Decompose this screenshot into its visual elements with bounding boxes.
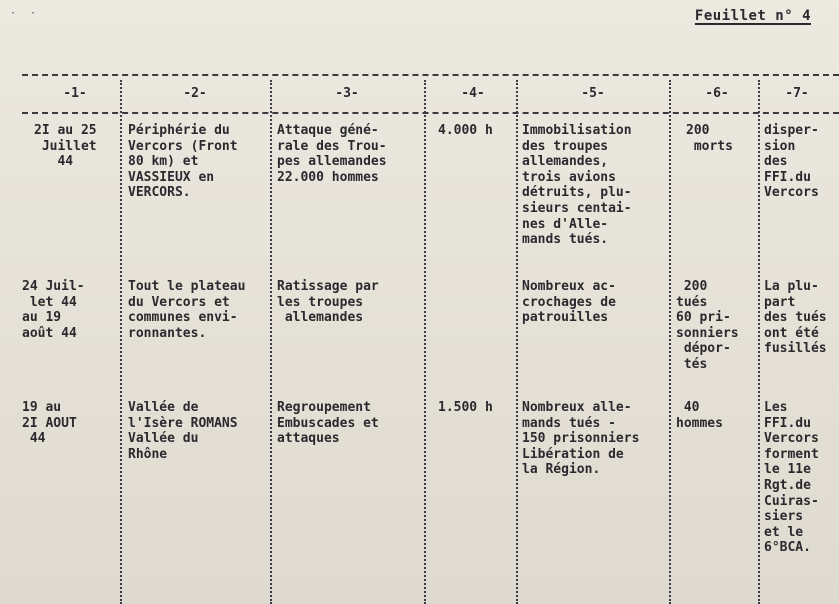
row1-notes: disper- sion des FFI.du Vercors	[764, 123, 819, 201]
row1-forces: 4.000 h	[438, 123, 493, 138]
row3-results: Nombreux alle- mands tués - 150 prisonniers Libération de la Région.	[522, 400, 640, 478]
row2-results: Nombreux ac- crochages de patrouilles	[522, 279, 616, 326]
column-header-5: -5-	[581, 86, 605, 101]
row2-dates: 24 Juil- let 44 au 19 août 44	[22, 279, 85, 341]
column-separator	[758, 80, 760, 604]
column-header-4: -4-	[461, 86, 485, 101]
header-top-rule	[22, 74, 839, 76]
row1-action: Attaque géné- rale des Trou- pes allemandes 22.000 hommes	[277, 123, 387, 185]
column-header-3: -3-	[335, 86, 359, 101]
column-header-1: -1-	[63, 86, 87, 101]
column-separator	[424, 80, 426, 604]
column-separator	[669, 80, 671, 604]
row1-dates: 2I au 25 Juillet 44	[34, 123, 97, 170]
sheet-label: Feuillet n° 4	[694, 8, 811, 24]
row2-notes: La plu- part des tués ont été fusillés	[764, 279, 827, 357]
row3-location: Vallée de l'Isère ROMANS Vallée du Rhône	[128, 400, 238, 462]
row3-dates: 19 au 2I AOUT 44	[22, 400, 77, 447]
column-header-2: -2-	[183, 86, 207, 101]
row2-losses: 200 tués 60 pri- sonniers dépor- tés	[676, 279, 739, 372]
header-bottom-rule	[22, 112, 839, 114]
paper-specks: · ·	[10, 8, 41, 19]
column-separator	[270, 80, 272, 604]
column-separator	[516, 80, 518, 604]
row1-location: Périphérie du Vercors (Front 80 km) et VASSIEUX en VERCORS.	[128, 123, 238, 201]
column-header-6: -6-	[705, 86, 729, 101]
row1-losses: 200 morts	[686, 123, 733, 154]
column-header-7: -7-	[785, 86, 809, 101]
row3-action: Regroupement Embuscades et attaques	[277, 400, 379, 447]
row2-location: Tout le plateau du Vercors et communes envi- ronnantes.	[128, 279, 246, 341]
row3-losses: 40 hommes	[676, 400, 723, 431]
column-separator	[120, 80, 122, 604]
row3-notes: Les FFI.du Vercors forment le 11e Rgt.de Cuiras- siers et le 6°BCA.	[764, 400, 819, 556]
row3-forces: 1.500 h	[438, 400, 493, 415]
row1-results: Immobilisation des troupes allemandes, trois avions détruits, plu- sieurs centai- nes d'Alle- mands tués.	[522, 123, 632, 248]
row2-action: Ratissage par les troupes allemandes	[277, 279, 379, 326]
